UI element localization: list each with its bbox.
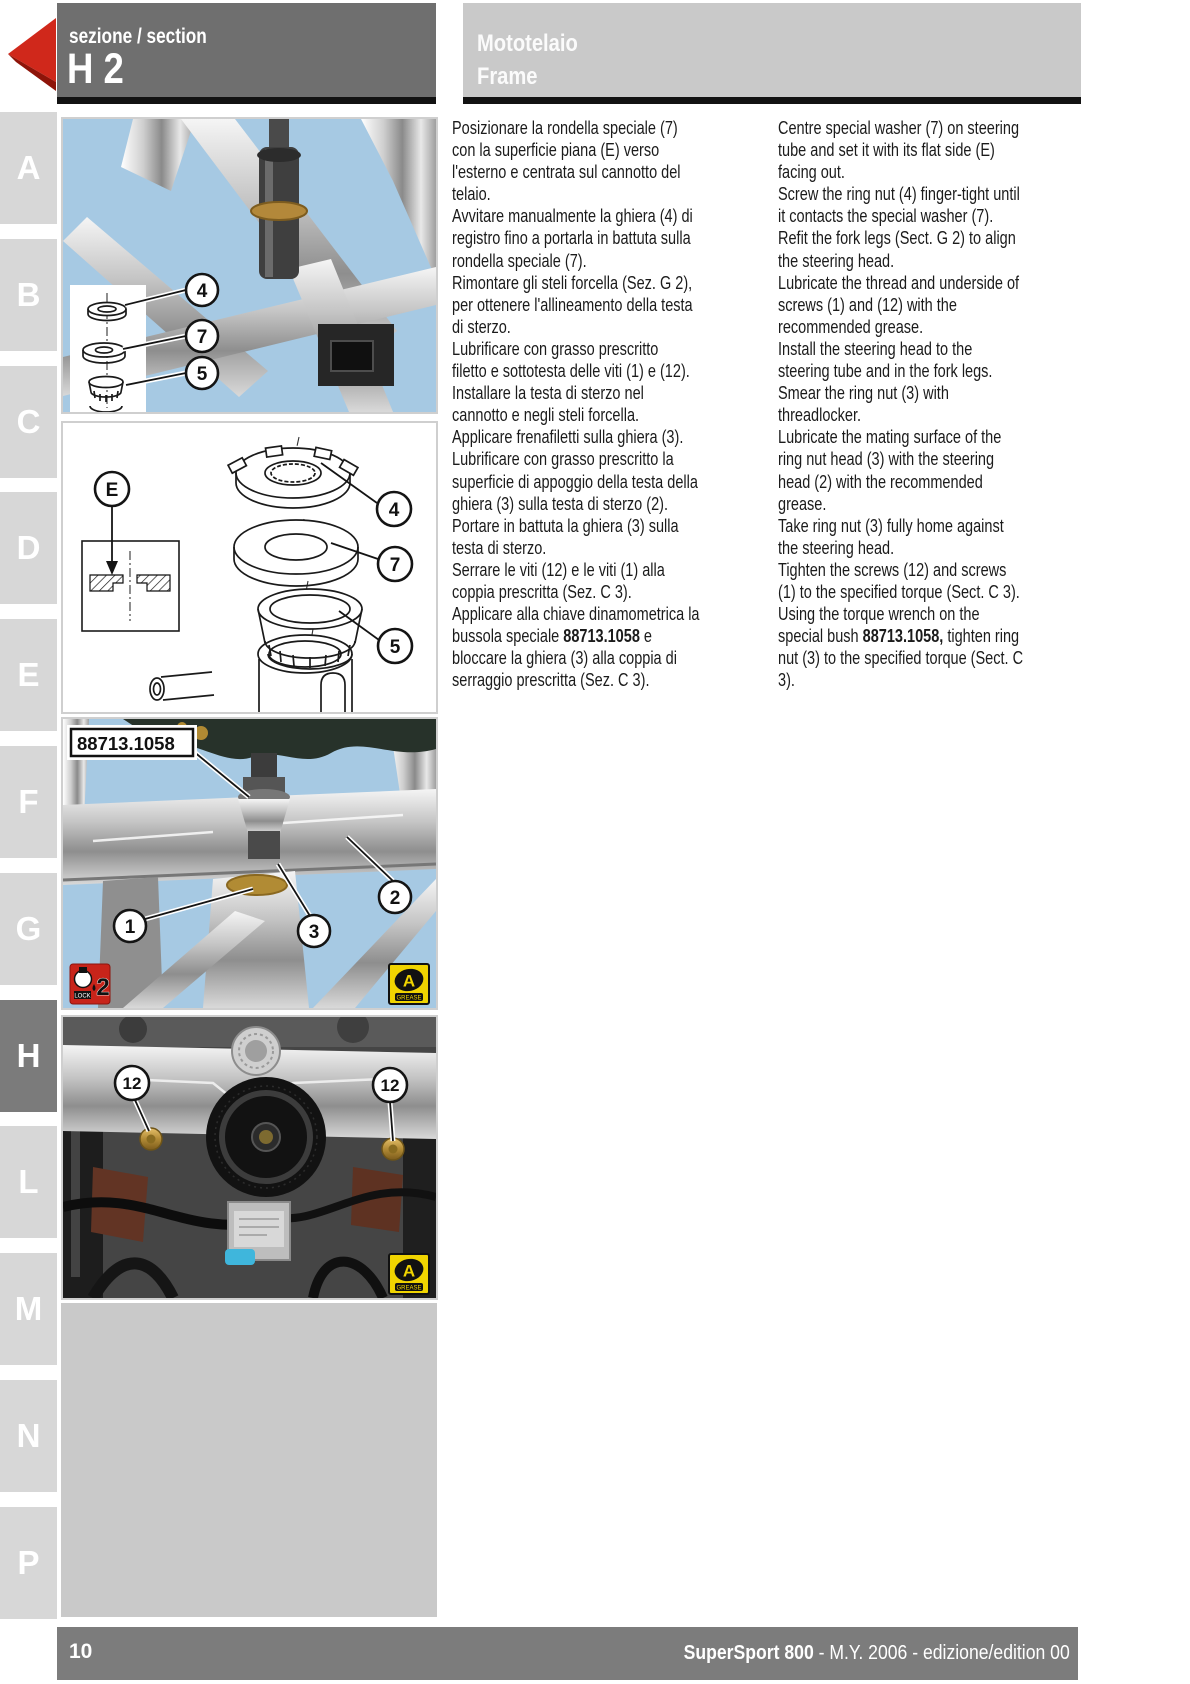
empty-figure-placeholder (61, 1303, 437, 1617)
svg-text:GREASE: GREASE (396, 1285, 422, 1292)
text-line: facing out. (778, 161, 845, 183)
text-line: Portare in battuta la ghiera (3) sulla (452, 514, 679, 536)
sidebar-tab-a[interactable]: A (0, 112, 57, 224)
text-line: Installare la testa di sterzo nel (452, 382, 644, 404)
text-line: coppia prescritta (Sez. C 3). (452, 580, 632, 602)
threadlocker-icon (70, 964, 110, 1004)
footer-bar (57, 1627, 1078, 1680)
svg-text:88713.1058: 88713.1058 (77, 733, 175, 754)
chapter-title-english: Frame (477, 63, 538, 90)
text-line: it contacts the special washer (7). (778, 205, 994, 227)
figure-steering-tube-photo (61, 117, 438, 414)
instructions-english-column (778, 117, 1023, 691)
text-line: superficie di appoggio della testa della (452, 470, 698, 492)
section-code: H 2 (67, 45, 124, 93)
sidebar-tab-l[interactable]: L (0, 1126, 57, 1238)
svg-text:5: 5 (389, 637, 401, 658)
exploded-diagram (63, 423, 436, 712)
edition-text: - M.Y. 2006 - edizione/edition 00 (813, 1642, 1070, 1664)
text-line: Lubricate the mating surface of the (778, 426, 1002, 448)
photo-top-clamp (63, 1017, 436, 1298)
figure-exploded-diagram (61, 421, 438, 714)
text-line: Using the torque wrench on the (778, 603, 980, 625)
text-line: the steering head. (778, 249, 895, 271)
text-line: Tighten the screws (12) and screws (778, 558, 1007, 580)
text-line: tube and set it with its flat side (E) (778, 139, 995, 161)
text-line: serraggio prescritta (Sez. C 3). (452, 669, 650, 691)
text-line: 3). (778, 669, 795, 691)
text-line: telaio. (452, 183, 491, 205)
text-line: recommended grease. (778, 315, 924, 337)
regulator-box (318, 324, 394, 386)
section-label: sezione / section (69, 25, 207, 48)
text-line: testa di sterzo. (452, 536, 547, 558)
text-line: the steering head. (778, 536, 895, 558)
svg-text:12: 12 (122, 1074, 142, 1093)
sidebar-tab-g[interactable]: G (0, 873, 57, 985)
sidebar-tab-m[interactable]: M (0, 1253, 57, 1365)
svg-text:12: 12 (380, 1076, 400, 1095)
svg-text:A: A (402, 971, 416, 991)
sidebar-tab-p[interactable]: P (0, 1507, 57, 1619)
text-line: rondella speciale (7). (452, 249, 587, 271)
sidebar-tab-h[interactable]: H (0, 1000, 57, 1112)
text-line: nut (3) to the specified torque (Sect. C (778, 647, 1024, 669)
text-line: Screw the ring nut (4) finger-tight until (778, 183, 1020, 205)
text-line: di sterzo. (452, 315, 511, 337)
svg-text:E: E (105, 480, 119, 501)
text-line: special bush 88713.1058, tighten ring (778, 625, 1020, 647)
text-line: Smear the ring nut (3) with (778, 382, 949, 404)
header-rule-left (57, 97, 436, 104)
text-line: Avvitare manualmente la ghiera (4) di (452, 205, 693, 227)
section-tab-sidebar (0, 0, 57, 1684)
instructions-italian-column (452, 117, 699, 691)
text-line: registro fino a portarla in battuta sulla (452, 227, 691, 249)
grease-icon (389, 1254, 429, 1294)
figure-torque-tool-photo (61, 717, 438, 1010)
section-header-block (57, 3, 436, 97)
text-line: Install the steering head to the (778, 337, 973, 359)
sidebar-tab-e[interactable]: E (0, 619, 57, 731)
text-line: ghiera (3) sulla testa di sterzo (2). (452, 492, 669, 514)
text-line: l'esterno e centrata sul cannotto del (452, 161, 681, 183)
text-line: Take ring nut (3) fully home against (778, 514, 1004, 536)
text-line: con la superficie piana (E) verso (452, 139, 660, 161)
text-line: threadlocker. (778, 404, 862, 426)
svg-text:5: 5 (196, 364, 208, 385)
text-line: Lubrificare con grasso prescritto la (452, 448, 674, 470)
svg-text:1: 1 (124, 917, 136, 938)
svg-text:A: A (402, 1261, 416, 1281)
svg-text:4: 4 (388, 500, 400, 521)
figure-top-clamp-photo (61, 1015, 438, 1300)
text-line: Lubrificare con grasso prescritto (452, 337, 659, 359)
photo-torque-tool (63, 719, 436, 1008)
text-line: (1) to the specified torque (Sect. C 3). (778, 580, 1020, 602)
text-line: Refit the fork legs (Sect. G 2) to align (778, 227, 1016, 249)
svg-text:GREASE: GREASE (396, 995, 422, 1002)
svg-text:7: 7 (196, 327, 208, 348)
photo-steering-tube (63, 119, 436, 412)
text-line: Serrare le viti (12) e le viti (1) alla (452, 558, 665, 580)
text-line: Posizionare la rondella speciale (7) (452, 117, 678, 138)
text-line: Lubricate the thread and underside of (778, 271, 1020, 293)
detail-box (82, 541, 179, 631)
header-rule-right (463, 97, 1081, 104)
svg-text:3: 3 (308, 922, 320, 943)
sidebar-tab-n[interactable]: N (0, 1380, 57, 1492)
text-line: Applicare alla chiave dinamometrica la (452, 603, 700, 625)
text-line: head (2) with the recommended (778, 470, 983, 492)
page-number: 10 (69, 1640, 93, 1663)
text-line: bloccare la ghiera (3) alla coppia di (452, 647, 677, 669)
text-line: bussola speciale 88713.1058 e (452, 625, 652, 647)
text-line: filetto e sottotesta delle viti (1) e (12). (452, 360, 690, 382)
svg-text:2: 2 (389, 888, 401, 909)
grease-icon (389, 964, 429, 1004)
text-line: Applicare frenafiletti sulla ghiera (3). (452, 426, 684, 448)
svg-text:2: 2 (96, 974, 110, 1001)
footer-edition-text (684, 1642, 1070, 1665)
text-line: screws (1) and (12) with the (778, 293, 957, 315)
sidebar-tab-f[interactable]: F (0, 746, 57, 858)
chapter-title-italian: Mototelaio (477, 30, 578, 57)
sidebar-tab-d[interactable]: D (0, 492, 57, 604)
text-line: steering tube and in the fork legs. (778, 360, 993, 382)
text-line: per ottenere l'allineamento della testa (452, 293, 693, 315)
text-line: Centre special washer (7) on steering (778, 117, 1020, 138)
svg-text:4: 4 (196, 281, 208, 302)
sidebar-tab-c[interactable]: C (0, 366, 57, 478)
sidebar-tab-b[interactable]: B (0, 239, 57, 351)
chapter-header-block (463, 3, 1081, 97)
text-line: ring nut head (3) with the steering (778, 448, 995, 470)
text-line: grease. (778, 492, 827, 514)
svg-text:7: 7 (389, 555, 401, 576)
model-name: SuperSport 800 (683, 1642, 814, 1664)
svg-text:LOCK: LOCK (74, 993, 91, 1000)
text-line: Rimontare gli steli forcella (Sez. G 2), (452, 271, 693, 293)
text-line: cannotto e negli steli forcella. (452, 404, 640, 426)
